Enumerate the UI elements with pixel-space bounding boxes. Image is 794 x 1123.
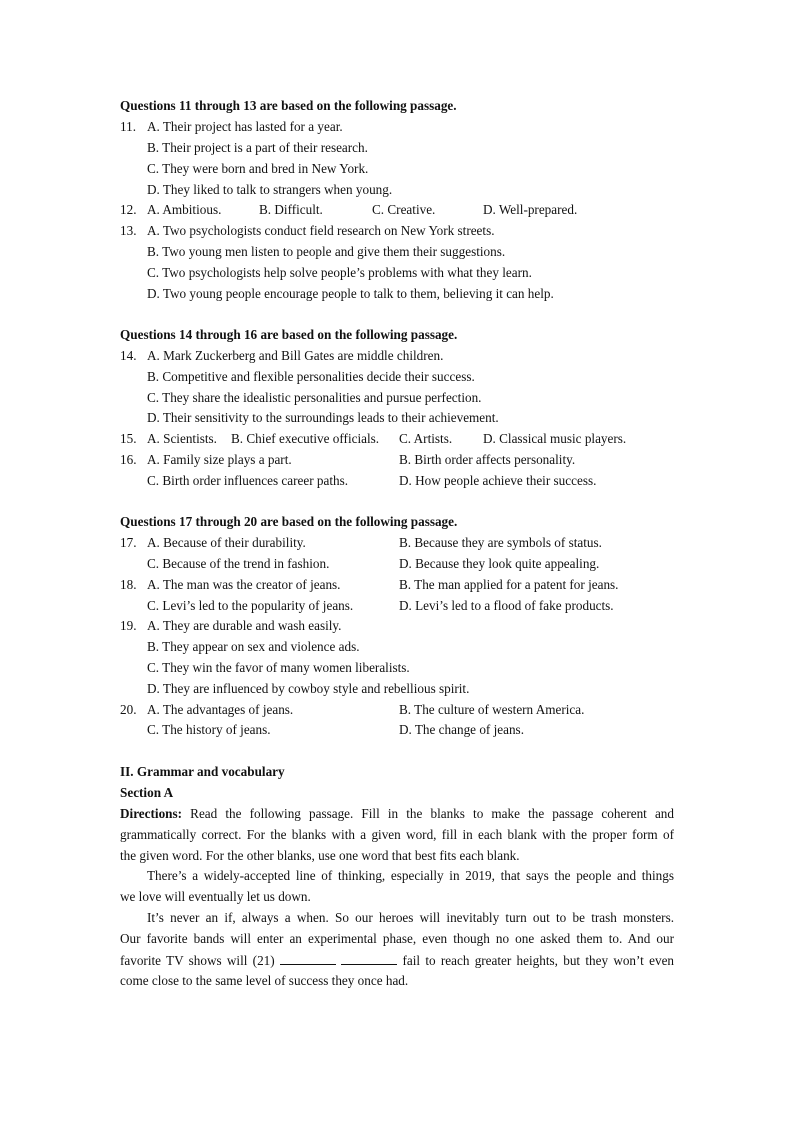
question-number: 18. <box>120 577 137 592</box>
section-heading-q11-13: Questions 11 through 13 are based on the following passage. <box>120 98 457 113</box>
directions-label: Directions: <box>120 806 183 821</box>
option-d: D. Well-prepared. <box>483 202 578 217</box>
option-b: B. Because they are symbols of status. <box>399 535 602 550</box>
option-d: D. Classical music players. <box>483 431 627 446</box>
option-c: C. The history of jeans. <box>147 722 271 737</box>
question-number: 19. <box>120 618 137 633</box>
paragraph-2-line-3 <box>120 952 674 969</box>
paragraph-1-line-1: There’s a widely-accepted line of thinking, especially in 2019, that says the people and things <box>147 868 674 883</box>
option-a: A. The advantages of jeans. <box>147 702 294 717</box>
answer-blank-21b[interactable] <box>341 952 397 965</box>
option-a: A. Family size plays a part. <box>147 452 292 467</box>
option-c: C. Birth order influences career paths. <box>147 473 349 488</box>
option-b: B. Their project is a part of their research. <box>147 140 368 155</box>
subsection-title: Section A <box>120 785 174 800</box>
question-number: 13. <box>120 223 137 238</box>
option-c: C. Creative. <box>372 202 436 217</box>
option-d: D. They liked to talk to strangers when young. <box>147 182 393 197</box>
section-heading-q17-20: Questions 17 through 20 are based on the following passage. <box>120 514 458 529</box>
paragraph-2-line-4: come close to the same level of success they once had. <box>120 973 409 988</box>
option-a: A. The man was the creator of jeans. <box>147 577 341 592</box>
option-b: B. Two young men listen to people and give them their suggestions. <box>147 244 506 259</box>
option-d: D. Their sensitivity to the surroundings leads to their achievement. <box>147 410 499 425</box>
blank-lead-text: favorite TV shows will (21) <box>120 953 275 968</box>
option-b: B. Chief executive officials. <box>231 431 380 446</box>
option-d: D. The change of jeans. <box>399 722 524 737</box>
option-a: A. Ambitious. <box>147 202 222 217</box>
paragraph-2-line-2: Our favorite bands will enter an experimental phase, even though no one asked them to. And our <box>120 931 674 946</box>
question-number: 12. <box>120 202 137 217</box>
option-b: B. Difficult. <box>259 202 323 217</box>
option-b: B. Birth order affects personality. <box>399 452 576 467</box>
section-heading-q14-16: Questions 14 through 16 are based on the following passage. <box>120 327 458 342</box>
option-c: C. They share the idealistic personalities and pursue perfection. <box>147 390 482 405</box>
directions-line-1 <box>120 806 674 822</box>
option-a: A. Mark Zuckerberg and Bill Gates are middle children. <box>147 348 444 363</box>
option-d: D. Because they look quite appealing. <box>399 556 600 571</box>
question-number: 14. <box>120 348 137 363</box>
directions-line-2: grammatically correct. For the blanks with a given word, fill in each blank with the proper form of <box>120 827 674 842</box>
option-a: A. Their project has lasted for a year. <box>147 119 343 134</box>
answer-blank-21a[interactable] <box>280 952 336 965</box>
option-d: D. Two young people encourage people to talk to them, believing it can help. <box>147 286 554 301</box>
option-c: C. Because of the trend in fashion. <box>147 556 330 571</box>
option-c: C. Artists. <box>399 431 453 446</box>
option-b: B. The man applied for a patent for jeans. <box>399 577 619 592</box>
option-a: A. Two psychologists conduct field research on New York streets. <box>147 223 495 238</box>
option-b: B. They appear on sex and violence ads. <box>147 639 360 654</box>
option-c: C. Two psychologists help solve people’s problems with what they learn. <box>147 265 532 280</box>
option-a: A. They are durable and wash easily. <box>147 618 342 633</box>
option-d: D. Levi’s led to a flood of fake products. <box>399 598 614 613</box>
paragraph-1-line-2: we love will eventually let us down. <box>120 889 311 904</box>
question-number: 15. <box>120 431 137 446</box>
directions-line-3: the given word. For the other blanks, use one word that best fits each blank. <box>120 848 520 863</box>
option-a: A. Scientists. <box>147 431 217 446</box>
option-a: A. Because of their durability. <box>147 535 306 550</box>
directions-text: Read the following passage. Fill in the blanks to make the passage coherent and <box>190 806 674 821</box>
blank-trail-text: fail to reach greater heights, but they won’t even <box>402 953 674 968</box>
question-number: 16. <box>120 452 137 467</box>
option-b: B. The culture of western America. <box>399 702 585 717</box>
option-d: D. How people achieve their success. <box>399 473 597 488</box>
option-b: B. Competitive and flexible personalities decide their success. <box>147 369 475 384</box>
option-c: C. Levi’s led to the popularity of jeans. <box>147 598 354 613</box>
question-number: 17. <box>120 535 137 550</box>
section-title: II. Grammar and vocabulary <box>120 764 285 779</box>
option-d: D. They are influenced by cowboy style and rebellious spirit. <box>147 681 470 696</box>
question-number: 20. <box>120 702 137 717</box>
question-number: 11. <box>120 119 136 134</box>
paragraph-2-line-1: It’s never an if, always a when. So our heroes will inevitably turn out to be trash monsters. <box>147 910 674 925</box>
option-c: C. They were born and bred in New York. <box>147 161 369 176</box>
option-c: C. They win the favor of many women liberalists. <box>147 660 410 675</box>
